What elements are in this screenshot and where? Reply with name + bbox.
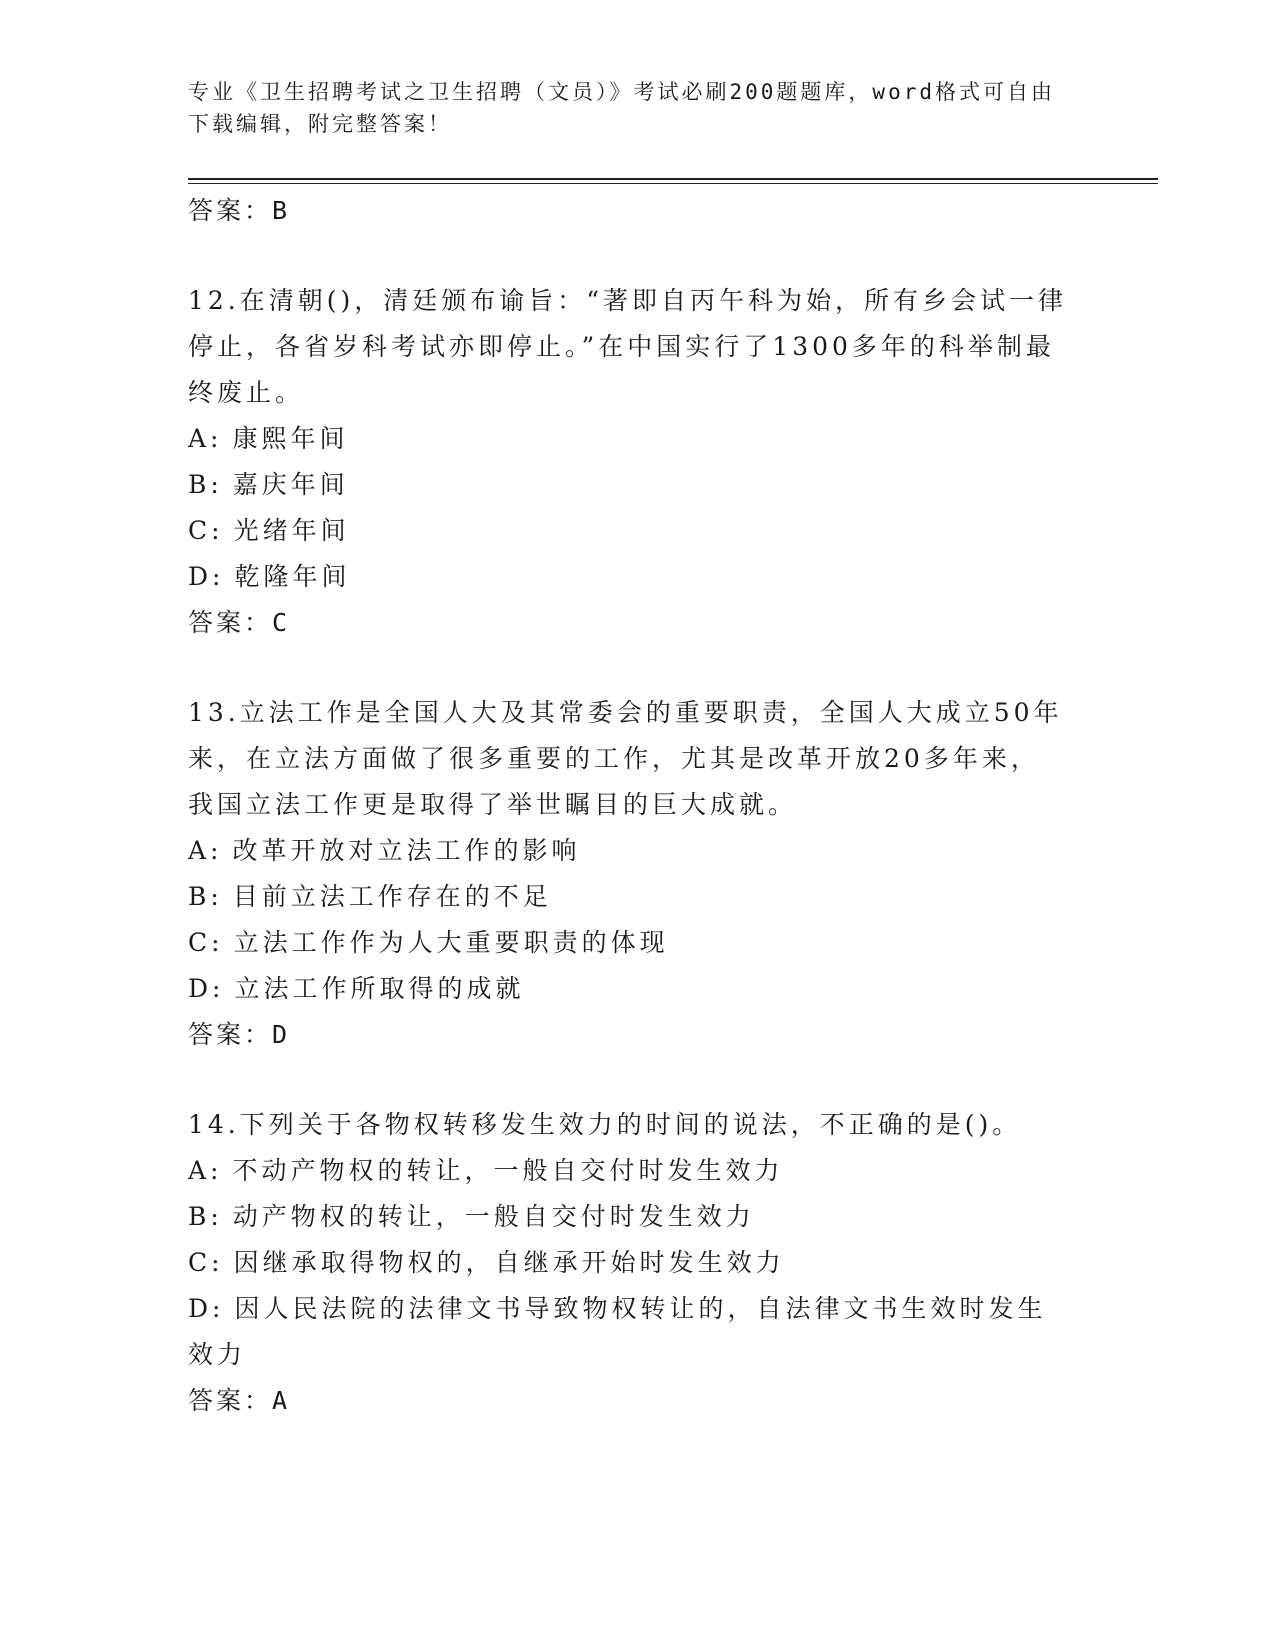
document-body [188,188,1068,1424]
option-b: B: 动产物权的转让，一般自交付时发生效力 [188,1202,755,1231]
option-a: A: 不动产物权的转让，一般自交付时发生效力 [188,1156,784,1185]
option-c: C: 立法工作作为人大重要职责的体现 [188,928,669,957]
question-14 [188,1102,1068,1424]
page-header: 专业《卫生招聘考试之卫生招聘（文员）》考试必刷200题题库，word格式可自由下载编辑，附完整答案！ [188,80,1055,136]
answer: 答案：C [188,608,291,637]
option-c: C: 因继承取得物权的，自继承开始时发生效力 [188,1248,785,1277]
question-stem: 13.立法工作是全国人大及其常委会的重要职责，全国人大成立50年来，在立法方面做了很多重要的工作，尤其是改革开放20多年来，我国立法工作更是取得了举世瞩目的巨大成就。 [188,698,1063,819]
option-d: D: 立法工作所取得的成就 [188,974,525,1003]
question-13 [188,690,1068,1058]
question-stem: 12.在清朝()，清廷颁布谕旨：“著即自丙午科为始，所有乡会试一律停止，各省岁科考试亦即停止。”在中国实行了1300多年的科举制最终废止。 [188,286,1068,407]
answer: 答案：A [188,1386,291,1415]
option-a: A: 康熙年间 [188,424,349,453]
header-divider-thin [188,183,1158,184]
question-stem: 14.下列关于各物权转移发生效力的时间的说法，不正确的是()。 [188,1110,1022,1139]
answer: 答案：D [188,1020,291,1049]
option-c: C: 光绪年间 [188,516,350,545]
prev-answer: 答案：B [188,196,291,225]
option-d: D: 乾隆年间 [188,562,351,591]
option-b: B: 目前立法工作存在的不足 [188,882,552,911]
header-divider-thick [188,178,1158,180]
option-d: D: 因人民法院的法律文书导致物权转让的，自法律文书生效时发生效力 [188,1294,1047,1369]
question-12 [188,278,1068,646]
option-a: A: 改革开放对立法工作的影响 [188,836,581,865]
option-b: B: 嘉庆年间 [188,470,349,499]
